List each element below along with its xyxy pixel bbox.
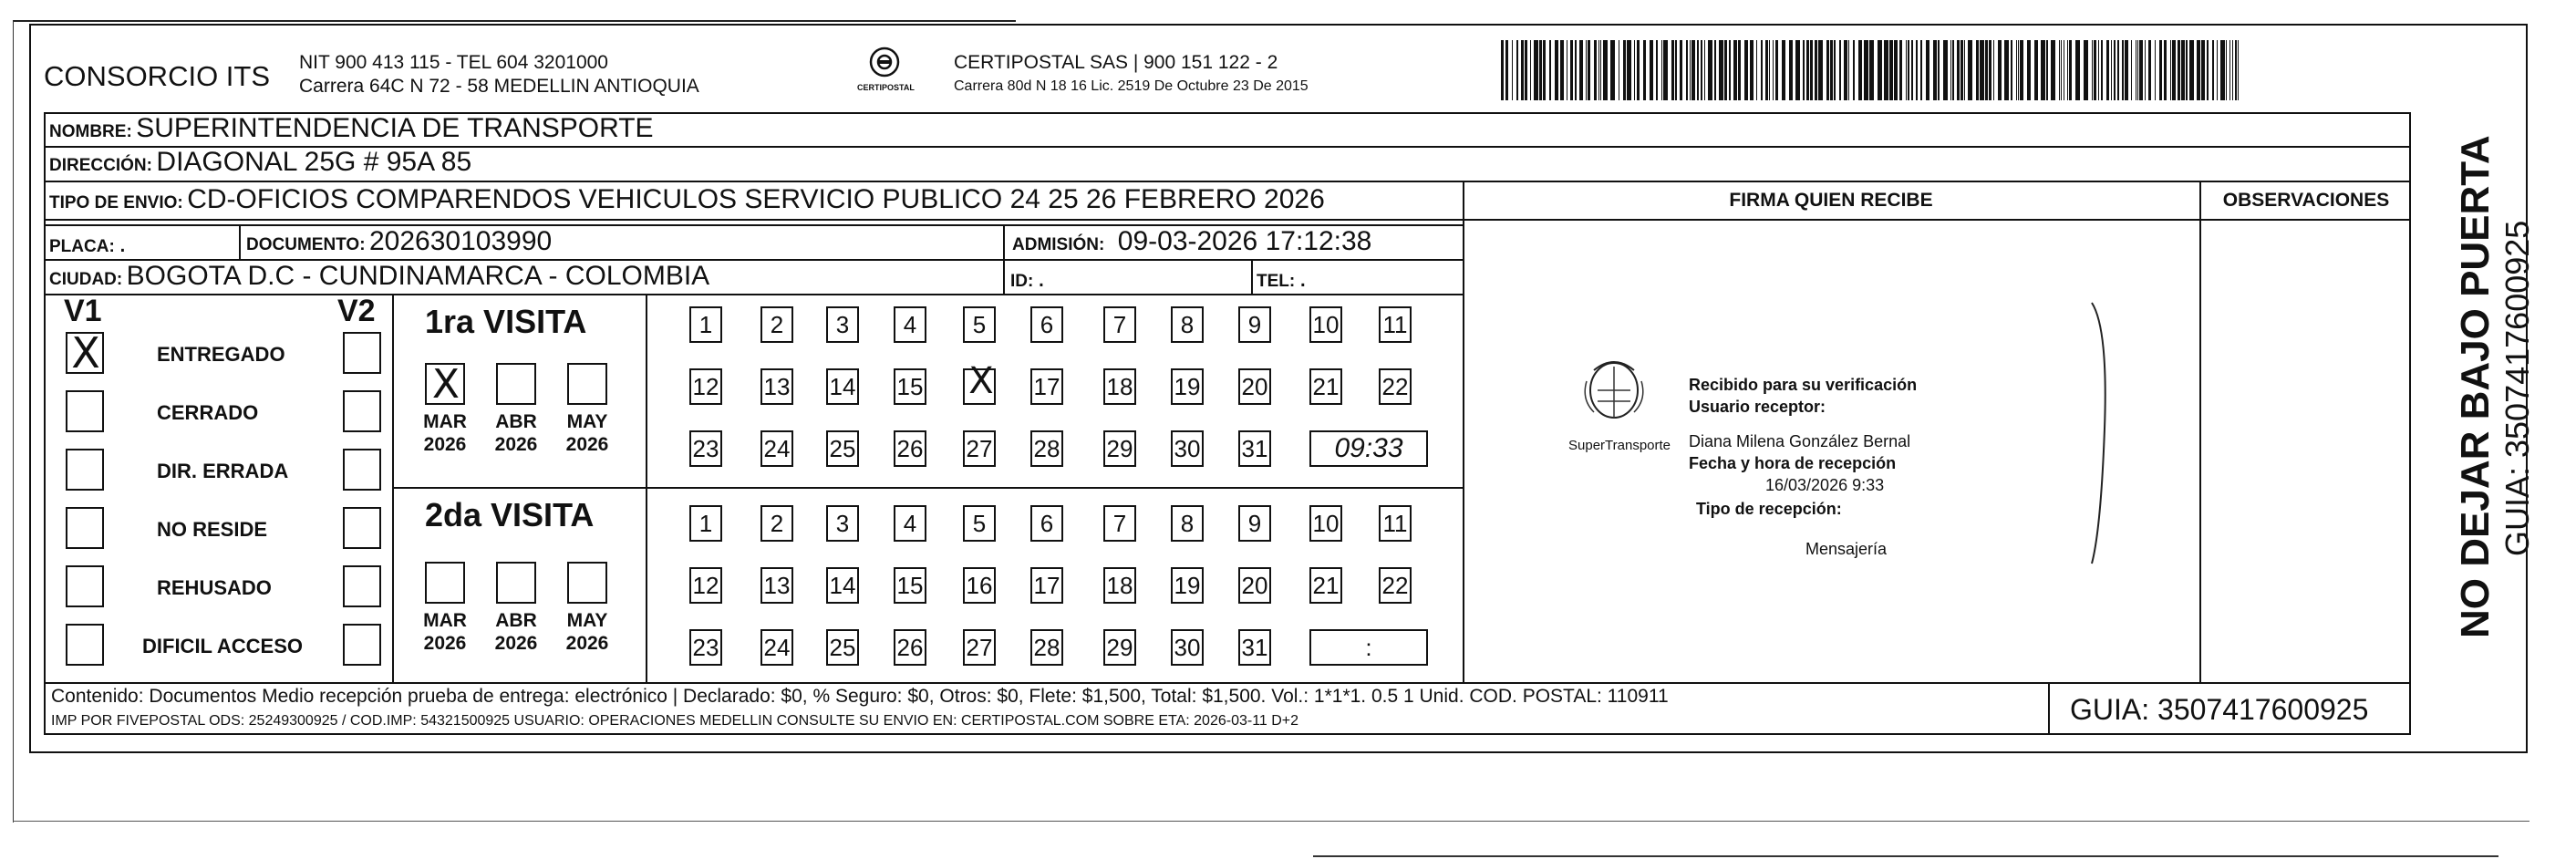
field-nombre: NOMBRE: SUPERINTENDENCIA DE TRANSPORTE	[49, 113, 654, 143]
day-box[interactable]: 12	[689, 368, 722, 405]
month-name: MAY	[566, 411, 608, 432]
day-box[interactable]: 16	[963, 567, 996, 604]
day-box[interactable]: 30	[1171, 629, 1204, 666]
day-box[interactable]: 2	[760, 306, 793, 343]
scan-edge-foot	[1313, 855, 2498, 857]
month-year: 2026	[423, 434, 467, 455]
company-address: Carrera 64C N 72 - 58 MEDELLIN ANTIOQUIA	[299, 76, 699, 97]
day-check-mark: X	[968, 360, 994, 402]
month-checkbox[interactable]	[425, 361, 465, 408]
month-checkbox[interactable]	[567, 363, 607, 405]
day-box[interactable]: 26	[894, 629, 926, 666]
day-box[interactable]: 4	[894, 306, 926, 343]
month-name: MAY	[566, 610, 608, 631]
day-box[interactable]: 3	[826, 505, 859, 542]
status-v2-checkbox[interactable]	[343, 624, 381, 666]
status-v1-checkbox[interactable]	[66, 390, 104, 432]
day-box[interactable]: 21	[1309, 368, 1342, 405]
month-name: ABR	[495, 610, 537, 631]
carrier-license: Carrera 80d N 18 16 Lic. 2519 De Octubre 23 De 2015	[954, 78, 1309, 94]
status-v2-checkbox[interactable]	[343, 565, 381, 607]
day-box[interactable]: 13	[760, 567, 793, 604]
day-box[interactable]: 14	[826, 368, 859, 405]
day-box[interactable]: 10	[1309, 505, 1342, 542]
day-box[interactable]: 7	[1103, 505, 1136, 542]
status-v2-checkbox[interactable]	[343, 507, 381, 549]
stamp-line-6: Tipo de recepción:	[1696, 500, 1842, 518]
company-name: CONSORCIO ITS	[44, 60, 271, 92]
field-tipo-envio: TIPO DE ENVIO: CD-OFICIOS COMPARENDOS VEHICULOS SERVICIO PUBLICO 24 25 26 FEBRERO 2026	[49, 184, 1325, 214]
day-box[interactable]: 4	[894, 505, 926, 542]
company-nit: NIT 900 413 115 - TEL 604 3201000	[299, 52, 608, 73]
month-year: 2026	[494, 633, 538, 654]
month-label	[483, 410, 549, 456]
day-box[interactable]: 17	[1030, 368, 1063, 405]
day-box[interactable]: 18	[1103, 368, 1136, 405]
stamp-receptor: Diana Milena González Bernal	[1689, 432, 1911, 450]
status-v1-checkbox[interactable]	[66, 328, 104, 378]
status-label: DIFICIL ACCESO	[142, 635, 304, 657]
day-box[interactable]: 28	[1030, 629, 1063, 666]
day-box[interactable]: 27	[963, 430, 996, 467]
day-box[interactable]: 17	[1030, 567, 1063, 604]
day-box[interactable]: 31	[1238, 430, 1271, 467]
barcode	[1501, 40, 2243, 100]
day-box[interactable]: 25	[826, 629, 859, 666]
day-box[interactable]: 24	[760, 430, 793, 467]
stamp-line-4: Fecha y hora de recepción	[1689, 454, 1897, 472]
status-v1-checkbox[interactable]	[66, 449, 104, 491]
field-admision: ADMISIÓN: 09-03-2026 17:12:38	[1012, 226, 1372, 256]
month-checkbox[interactable]	[496, 363, 536, 405]
status-v2-checkbox[interactable]	[343, 390, 381, 432]
footer-guia: GUIA: 3507417600925	[2070, 693, 2369, 726]
day-box[interactable]: 12	[689, 567, 722, 604]
side-warning: NO DEJAR BAJO PUERTA	[2453, 135, 2498, 638]
footer-content: Contenido: Documentos Medio recepción prueba de entrega: electrónico | Declarado: $0, % Seguro: $0, Otros: $0, Flete: $1,500, Total: $1,500. Vol.: 1*1*1. 0.5 1 Unid. COD. POSTAL: 110911	[51, 686, 1669, 707]
status-label: NO RESIDE	[157, 518, 268, 541]
status-v1-checkbox[interactable]	[66, 624, 104, 666]
day-box[interactable]: 23	[689, 629, 722, 666]
month-label	[412, 609, 478, 655]
stamp-line-1: Recibido para su verificación	[1689, 376, 1918, 394]
month-year: 2026	[494, 434, 538, 455]
day-box[interactable]: 1	[689, 505, 722, 542]
side-guia: GUIA: 3507417600925	[2498, 220, 2536, 556]
status-label: DIR. ERRADA	[157, 460, 289, 482]
v1-check-mark: X	[71, 328, 100, 378]
stamp-line-2: Usuario receptor:	[1689, 398, 1826, 416]
status-v1-checkbox[interactable]	[66, 507, 104, 549]
day-box[interactable]: 29	[1103, 430, 1136, 467]
day-box[interactable]: 10	[1309, 306, 1342, 343]
visit1-title: 1ra VISITA	[425, 303, 587, 340]
day-box[interactable]: 5	[963, 306, 996, 343]
month-label	[554, 410, 620, 456]
day-box[interactable]: 9	[1238, 505, 1271, 542]
month-year: 2026	[565, 434, 609, 455]
month-label	[483, 609, 549, 655]
day-box[interactable]: 24	[760, 629, 793, 666]
day-box[interactable]: 14	[826, 567, 859, 604]
status-label: ENTREGADO	[157, 343, 285, 366]
day-box[interactable]: 11	[1379, 306, 1412, 343]
time-box[interactable]: :	[1309, 629, 1428, 666]
status-label: REHUSADO	[157, 576, 272, 599]
day-box[interactable]: 8	[1171, 505, 1204, 542]
scan-edge-left	[13, 20, 14, 823]
day-box[interactable]: 19	[1171, 567, 1204, 604]
stamp-date: 16/03/2026 9:33	[1765, 476, 1885, 494]
day-box[interactable]: 19	[1171, 368, 1204, 405]
scan-edge-bottom	[13, 821, 2529, 822]
status-label: CERRADO	[157, 401, 259, 424]
field-direccion: DIRECCIÓN: DIAGONAL 25G # 95A 85	[49, 147, 472, 177]
seal-emblem: SuperTransporte	[1578, 354, 1650, 454]
month-checkbox[interactable]	[567, 562, 607, 604]
day-box[interactable]: 7	[1103, 306, 1136, 343]
status-v1-checkbox[interactable]	[66, 565, 104, 607]
month-name: MAR	[423, 411, 467, 432]
carrier-name: CERTIPOSTAL SAS | 900 151 122 - 2	[954, 52, 1278, 73]
field-ciudad: CIUDAD: BOGOTA D.C - CUNDINAMARCA - COLOMBIA	[49, 261, 710, 291]
footer-imp: IMP POR FIVEPOSTAL ODS: 25249300925 / COD.IMP: 54321500925 USUARIO: OPERACIONES MEDELLIN CONSULTE SU ENVIO EN: CERTIPOSTAL.COM SOBRE ETA: 2026-03-11 D+2	[51, 713, 1299, 729]
day-box[interactable]: 23	[689, 430, 722, 467]
month-year: 2026	[423, 633, 467, 654]
day-box[interactable]: 15	[894, 567, 926, 604]
day-box[interactable]: 20	[1238, 368, 1271, 405]
firma-header: FIRMA QUIEN RECIBE	[1729, 190, 1933, 211]
day-box[interactable]: 2	[760, 505, 793, 542]
day-box[interactable]: 21	[1309, 567, 1342, 604]
day-box[interactable]: 22	[1379, 567, 1412, 604]
day-box[interactable]: 26	[894, 430, 926, 467]
day-box[interactable]: 25	[826, 430, 859, 467]
day-box[interactable]: 6	[1030, 505, 1063, 542]
month-name: MAR	[423, 610, 467, 631]
observaciones-header: OBSERVACIONES	[2222, 190, 2390, 211]
day-box[interactable]: 3	[826, 306, 859, 343]
day-box[interactable]	[963, 360, 996, 405]
scan-edge-top	[13, 20, 1016, 22]
field-tel: TEL: .	[1257, 263, 1308, 293]
month-label	[554, 609, 620, 655]
day-box[interactable]: 13	[760, 368, 793, 405]
coat-of-arms-icon	[1578, 354, 1650, 436]
day-box[interactable]: 22	[1379, 368, 1412, 405]
logo-icon	[868, 46, 901, 78]
stamp-type: Mensajería	[1805, 540, 1888, 558]
day-box[interactable]: 11	[1379, 505, 1412, 542]
month-label	[412, 410, 478, 456]
certipostal-logo: CERTIPOSTAL	[857, 46, 912, 98]
visit2-title: 2da VISITA	[425, 496, 595, 533]
v1-label: V1	[64, 294, 102, 328]
day-box[interactable]: 5	[963, 505, 996, 542]
month-check-mark: X	[431, 361, 460, 408]
day-box[interactable]: 27	[963, 629, 996, 666]
day-box[interactable]: 20	[1238, 567, 1271, 604]
month-checkbox[interactable]	[496, 562, 536, 604]
day-box[interactable]: 6	[1030, 306, 1063, 343]
v2-label: V2	[337, 294, 376, 328]
month-year: 2026	[565, 633, 609, 654]
field-documento: DOCUMENTO: 202630103990	[246, 226, 553, 256]
day-box[interactable]: 30	[1171, 430, 1204, 467]
day-box[interactable]: 31	[1238, 629, 1271, 666]
status-v2-checkbox[interactable]	[343, 449, 381, 491]
day-box[interactable]: 28	[1030, 430, 1063, 467]
day-box[interactable]: 18	[1103, 567, 1136, 604]
signature-bracket	[2088, 301, 2116, 565]
day-box[interactable]: 29	[1103, 629, 1136, 666]
field-id: ID: .	[1010, 263, 1046, 293]
month-name: ABR	[495, 411, 537, 432]
status-v2-checkbox[interactable]	[343, 332, 381, 374]
time-box[interactable]: 09:33	[1309, 430, 1428, 467]
month-checkbox[interactable]	[425, 562, 465, 604]
day-box[interactable]: 8	[1171, 306, 1204, 343]
field-placa: PLACA: .	[49, 228, 127, 258]
day-box[interactable]: 1	[689, 306, 722, 343]
day-box[interactable]: 15	[894, 368, 926, 405]
day-box[interactable]: 9	[1238, 306, 1271, 343]
